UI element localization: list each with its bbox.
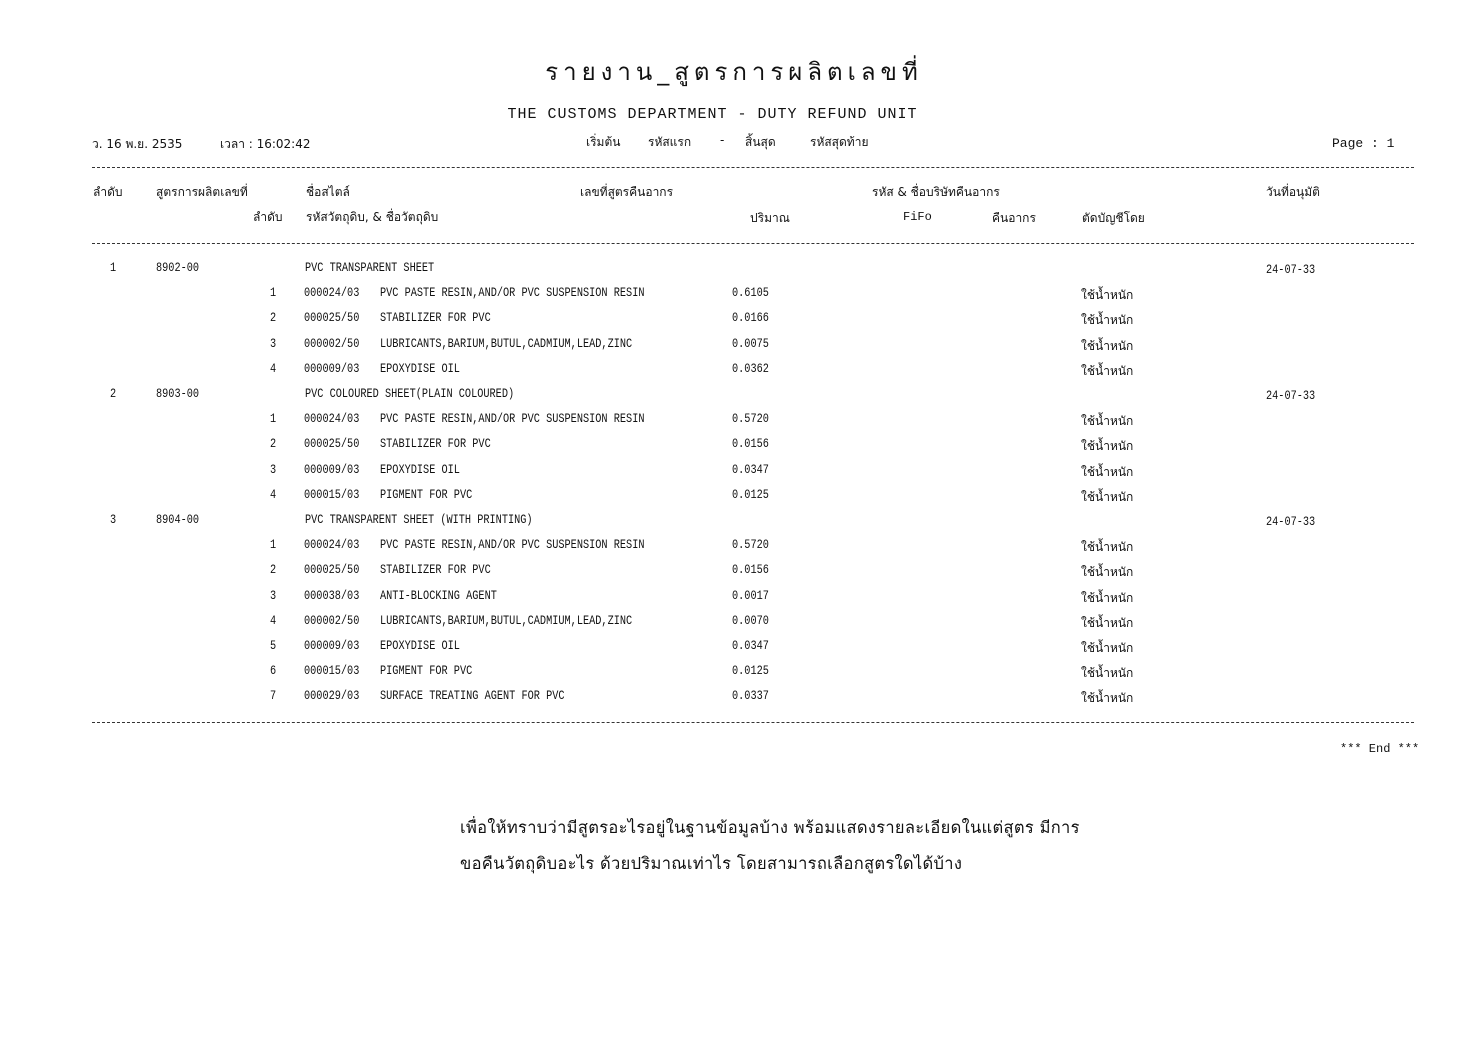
item-deduct-by: ใช้น้ำหนัก — [1081, 615, 1134, 630]
item-material-name: ANTI-BLOCKING AGENT — [380, 588, 497, 603]
item-quantity: 0.0017 — [732, 588, 769, 603]
item-material-code: 000009/03 — [304, 462, 360, 477]
col-seq: ลำดับ — [93, 185, 123, 199]
col-approval-date: วันที่อนุมัติ — [1266, 185, 1320, 199]
formula-seq: 2 — [110, 387, 117, 401]
item-material-name: PVC PASTE RESIN,AND/OR PVC SUSPENSION RESIN — [380, 412, 645, 427]
col-style-name: ชื่อสไตล์ — [306, 185, 350, 199]
item-seq: 1 — [270, 538, 277, 553]
col-sub-seq: ลำดับ — [253, 210, 283, 224]
item-material-code: 000024/03 — [304, 412, 360, 427]
item-material-name: EPOXYDISE OIL — [380, 639, 460, 653]
item-material-name: STABILIZER FOR PVC — [380, 563, 491, 578]
item-material-code: 000024/03 — [304, 286, 360, 301]
formula-name: PVC COLOURED SHEET(PLAIN COLOURED) — [305, 387, 515, 401]
item-material-code: 000024/03 — [304, 538, 360, 553]
item-material-code: 000002/50 — [304, 613, 360, 628]
item-deduct-by: ใช้น้ำหนัก — [1081, 464, 1134, 479]
item-quantity: 0.0156 — [732, 563, 769, 578]
col-refund-formula-no: เลขที่สูตรคืนอากร — [580, 185, 674, 199]
item-deduct-by: ใช้น้ำหนัก — [1081, 363, 1134, 378]
item-material-name: EPOXYDISE OIL — [380, 462, 460, 477]
item-seq: 4 — [270, 613, 277, 628]
item-deduct-by: ใช้น้ำหนัก — [1081, 288, 1134, 303]
item-material-code: 000009/03 — [304, 639, 360, 653]
item-deduct-by: ใช้น้ำหนัก — [1081, 439, 1134, 454]
end-marker: *** End *** — [1340, 742, 1420, 756]
item-quantity: 0.0125 — [732, 487, 769, 502]
item-deduct-by: ใช้น้ำหนัก — [1081, 540, 1134, 555]
item-seq: 3 — [270, 588, 277, 603]
item-material-code: 000015/03 — [304, 487, 360, 502]
item-quantity: 0.0166 — [732, 311, 769, 326]
item-deduct-by: ใช้น้ำหนัก — [1081, 641, 1134, 655]
item-quantity: 0.0347 — [732, 639, 769, 653]
item-seq: 3 — [270, 336, 277, 351]
item-quantity: 0.6105 — [732, 286, 769, 301]
item-material-name: LUBRICANTS,BARIUM,BUTUL,CADMIUM,LEAD,ZINC — [380, 336, 633, 351]
item-deduct-by: ใช้น้ำหนัก — [1081, 338, 1134, 353]
item-quantity: 0.0337 — [732, 689, 769, 704]
formula-code: 8903-00 — [156, 387, 200, 401]
formula-approval-date: 24-07-33 — [1266, 515, 1316, 529]
formula-name: PVC TRANSPARENT SHEET (WITH PRINTING) — [305, 513, 533, 527]
item-deduct-by: ใช้น้ำหนัก — [1081, 489, 1134, 504]
item-material-name: LUBRICANTS,BARIUM,BUTUL,CADMIUM,LEAD,ZINC — [380, 613, 633, 628]
note-line-1: เพื่อให้ทราบว่ามีสูตรอะไรอยู่ในฐานข้อมูลบ้าง พร้อมแสดงรายละเอียดในแต่สูตร มีการ — [460, 818, 1080, 837]
item-seq: 2 — [270, 563, 277, 578]
item-material-name: PVC PASTE RESIN,AND/OR PVC SUSPENSION RESIN — [380, 538, 645, 553]
report-date: ว. 16 พ.ย. 2535 — [92, 137, 183, 151]
item-material-code: 000015/03 — [304, 664, 360, 679]
item-deduct-by: ใช้น้ำหนัก — [1081, 565, 1134, 580]
formula-seq: 3 — [110, 513, 117, 527]
formula-name: PVC TRANSPARENT SHEET — [305, 261, 435, 275]
item-seq: 7 — [270, 689, 277, 704]
item-material-name: SURFACE TREATING AGENT FOR PVC — [380, 689, 565, 704]
range-end-value: รหัสสุดท้าย — [810, 135, 869, 149]
item-quantity: 0.5720 — [732, 412, 769, 427]
item-quantity: 0.0156 — [732, 437, 769, 452]
item-seq: 4 — [270, 487, 277, 502]
item-material-code: 000025/50 — [304, 563, 360, 578]
col-material: รหัสวัตถุดิบ, & ชื่อวัตถุดิบ — [306, 210, 439, 224]
item-seq: 2 — [270, 437, 277, 452]
col-formula-no: สูตรการผลิตเลขที่ — [156, 185, 248, 199]
item-material-code: 000002/50 — [304, 336, 360, 351]
item-material-name: PIGMENT FOR PVC — [380, 664, 473, 679]
item-quantity: 0.0070 — [732, 613, 769, 628]
col-fifo: FiFo — [903, 210, 932, 224]
range-start-label: เริ่มต้น — [586, 135, 621, 149]
formula-approval-date: 24-07-33 — [1266, 389, 1316, 403]
formula-approval-date: 24-07-33 — [1266, 263, 1316, 277]
item-seq: 3 — [270, 462, 277, 477]
item-deduct-by: ใช้น้ำหนัก — [1081, 666, 1134, 681]
item-seq: 4 — [270, 361, 277, 376]
item-material-name: EPOXYDISE OIL — [380, 361, 460, 376]
formula-seq: 1 — [110, 261, 117, 275]
item-quantity: 0.0347 — [732, 462, 769, 477]
item-seq: 6 — [270, 664, 277, 679]
item-quantity: 0.0362 — [732, 361, 769, 376]
range-separator: - — [720, 133, 725, 147]
col-deduct-by: ตัดบัญชีโดย — [1082, 211, 1145, 225]
item-deduct-by: ใช้น้ำหนัก — [1081, 590, 1134, 605]
report-time: เวลา : 16:02:42 — [220, 137, 311, 151]
range-start-value: รหัสแรก — [648, 135, 692, 149]
item-material-code: 000009/03 — [304, 361, 360, 376]
item-material-code: 000038/03 — [304, 588, 360, 603]
item-material-code: 000025/50 — [304, 311, 360, 326]
item-seq: 1 — [270, 412, 277, 427]
item-material-name: STABILIZER FOR PVC — [380, 311, 491, 326]
formula-code: 8904-00 — [156, 513, 200, 527]
col-quantity: ปริมาณ — [750, 211, 790, 225]
range-end-label: สิ้นสุด — [745, 135, 776, 149]
item-material-name: PVC PASTE RESIN,AND/OR PVC SUSPENSION RESIN — [380, 286, 645, 301]
note-line-2: ขอคืนวัตถุดิบอะไร ด้วยปริมาณเท่าไร โดยสามารถเลือกสูตรใดได้บ้าง — [460, 854, 963, 873]
item-deduct-by: ใช้น้ำหนัก — [1081, 414, 1134, 429]
item-material-name: STABILIZER FOR PVC — [380, 437, 491, 452]
formula-code: 8902-00 — [156, 261, 200, 275]
item-seq: 2 — [270, 311, 277, 326]
report-title-english: THE CUSTOMS DEPARTMENT - DUTY REFUND UNIT — [507, 106, 918, 123]
item-deduct-by: ใช้น้ำหนัก — [1081, 313, 1134, 328]
divider-header — [92, 243, 1414, 244]
item-quantity: 0.0125 — [732, 664, 769, 679]
item-quantity: 0.0075 — [732, 336, 769, 351]
item-seq: 1 — [270, 286, 277, 301]
item-material-name: PIGMENT FOR PVC — [380, 487, 473, 502]
item-material-code: 000025/50 — [304, 437, 360, 452]
col-company: รหัส & ชื่อบริษัทคืนอากร — [872, 185, 1000, 199]
col-refund: คืนอากร — [992, 211, 1036, 225]
page-number: Page : 1 — [1332, 136, 1395, 151]
item-quantity: 0.5720 — [732, 538, 769, 553]
item-seq: 5 — [270, 639, 277, 653]
divider-bottom — [92, 722, 1414, 723]
item-material-code: 000029/03 — [304, 689, 360, 704]
divider-top — [92, 167, 1414, 168]
report-title-thai: รายงาน_สูตรการผลิตเลขที่ — [545, 58, 923, 86]
item-deduct-by: ใช้น้ำหนัก — [1081, 691, 1134, 706]
